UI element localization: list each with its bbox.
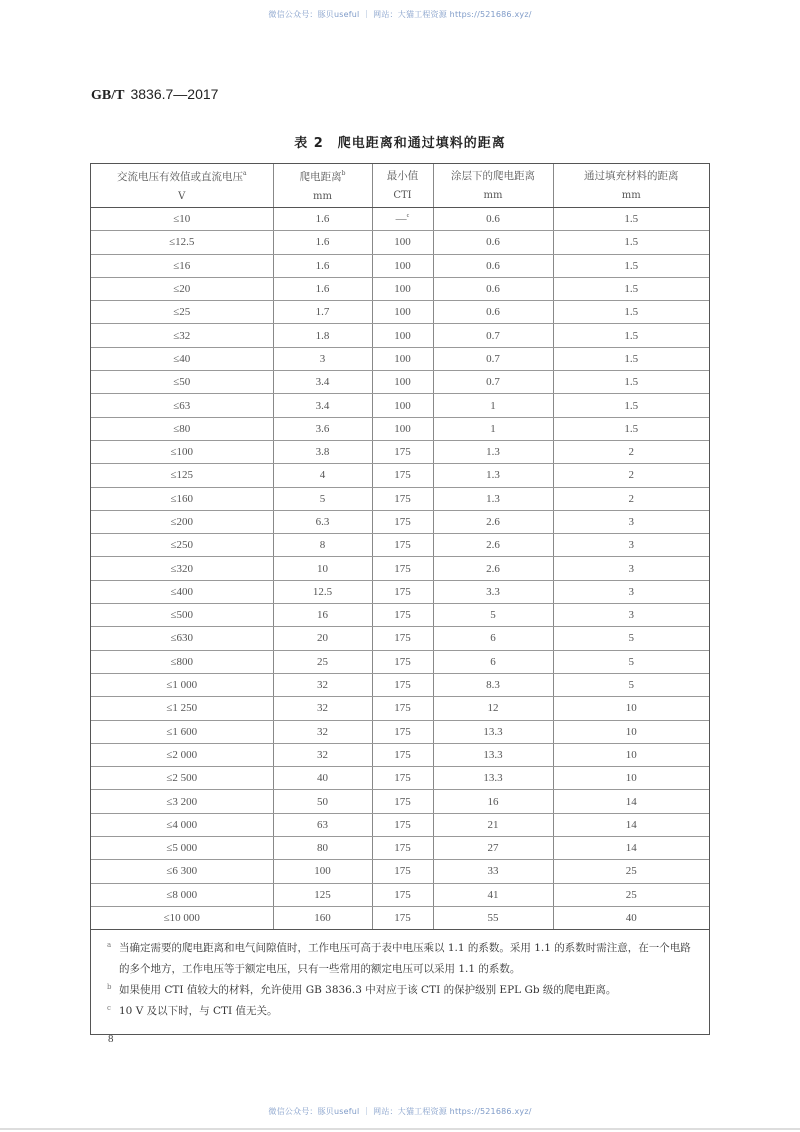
cell-coating: 6 <box>433 650 553 673</box>
cell-filling: 1.5 <box>553 417 709 440</box>
cell-coating: 5 <box>433 604 553 627</box>
table-row <box>91 673 709 696</box>
cell-voltage: ≤80 <box>91 417 273 440</box>
cell-voltage: ≤250 <box>91 534 273 557</box>
cell-cti: 175 <box>372 906 433 929</box>
cell-filling: 14 <box>553 790 709 813</box>
cell-cti: 100 <box>372 301 433 324</box>
cell-creepage: 20 <box>273 627 372 650</box>
page-number: 8 <box>108 1033 114 1045</box>
cell-filling: 3 <box>553 557 709 580</box>
cell-coating: 1 <box>433 394 553 417</box>
table-row <box>91 720 709 743</box>
column-header-coating: 涂层下的爬电距离 mm <box>433 164 553 208</box>
cell-filling: 1.5 <box>553 394 709 417</box>
table-row <box>91 277 709 300</box>
cell-coating: 0.6 <box>433 208 553 231</box>
cell-creepage: 12.5 <box>273 580 372 603</box>
cell-coating: 8.3 <box>433 673 553 696</box>
cell-voltage: ≤320 <box>91 557 273 580</box>
cell-filling: 10 <box>553 720 709 743</box>
cell-coating: 0.6 <box>433 231 553 254</box>
cell-filling: 1.5 <box>553 277 709 300</box>
cell-creepage: 32 <box>273 743 372 766</box>
cell-filling: 1.5 <box>553 371 709 394</box>
standard-number: 3836.7—2017 <box>130 86 219 102</box>
cell-coating: 0.7 <box>433 324 553 347</box>
cell-voltage: ≤2 500 <box>91 767 273 790</box>
column-header-cti: 最小值 CTI <box>372 164 433 208</box>
table-row <box>91 371 709 394</box>
cell-voltage: ≤16 <box>91 254 273 277</box>
cell-voltage: ≤32 <box>91 324 273 347</box>
cell-filling: 3 <box>553 534 709 557</box>
cell-coating: 1 <box>433 417 553 440</box>
cell-voltage: ≤1 250 <box>91 697 273 720</box>
table-row <box>91 394 709 417</box>
footnote-c: c 10 V 及以下时，与 CTI 值无关。 <box>107 1004 278 1018</box>
cell-coating: 1.3 <box>433 487 553 510</box>
cell-voltage: ≤160 <box>91 487 273 510</box>
cell-cti: 175 <box>372 813 433 836</box>
cell-voltage: ≤5 000 <box>91 837 273 860</box>
cell-cti: 175 <box>372 510 433 533</box>
bottom-divider <box>0 1128 800 1130</box>
table-row <box>91 697 709 720</box>
table-row <box>91 883 709 906</box>
cell-coating: 0.7 <box>433 371 553 394</box>
creepage-table <box>90 163 710 1035</box>
cell-coating: 16 <box>433 790 553 813</box>
cell-filling: 3 <box>553 580 709 603</box>
cell-cti: 175 <box>372 604 433 627</box>
table-row <box>91 906 709 929</box>
cell-coating: 0.6 <box>433 277 553 300</box>
column-header-filling: 通过填充材料的距离 mm <box>553 164 709 208</box>
cell-filling: 5 <box>553 673 709 696</box>
cell-cti: 175 <box>372 837 433 860</box>
table-row <box>91 813 709 836</box>
cell-filling: 1.5 <box>553 254 709 277</box>
cell-filling: 5 <box>553 650 709 673</box>
standard-prefix: GB/T <box>91 88 125 103</box>
cell-cti: 175 <box>372 860 433 883</box>
table-row <box>91 580 709 603</box>
cell-creepage: 1.6 <box>273 277 372 300</box>
cell-filling: 14 <box>553 813 709 836</box>
table-row <box>91 301 709 324</box>
cell-cti: 175 <box>372 487 433 510</box>
cell-voltage: ≤100 <box>91 440 273 463</box>
table-row <box>91 650 709 673</box>
cell-voltage: ≤500 <box>91 604 273 627</box>
cell-creepage: 4 <box>273 464 372 487</box>
table-row <box>91 743 709 766</box>
footnote-a: a 当确定需要的爬电距离和电气间隙值时，工作电压可高于表中电压乘以 1.1 的系数。采用 1.1 的系数时需注意，在一个电路的多个地方，工作电压等于额定电压，只有一些常用的额定电压可以采用 1.1 的系数。 <box>107 941 691 976</box>
table-row <box>91 440 709 463</box>
cell-creepage: 63 <box>273 813 372 836</box>
cell-cti: 100 <box>372 347 433 370</box>
cell-creepage: 6.3 <box>273 510 372 533</box>
cell-filling: 25 <box>553 860 709 883</box>
table-row <box>91 487 709 510</box>
column-header-voltage: 交流电压有效值或直流电压$^a$ V <box>91 164 273 208</box>
column-header-creepage: 爬电距离$^b$ mm <box>273 164 372 208</box>
table-title: 表 2 爬电距离和通过填料的距离 <box>294 136 506 151</box>
cell-creepage: 8 <box>273 534 372 557</box>
cell-cti: 100 <box>372 231 433 254</box>
cell-voltage: ≤400 <box>91 580 273 603</box>
cell-voltage: ≤20 <box>91 277 273 300</box>
table-row <box>91 208 709 231</box>
cell-coating: 27 <box>433 837 553 860</box>
cell-coating: 1.3 <box>433 464 553 487</box>
cell-coating: 13.3 <box>433 767 553 790</box>
cell-creepage: 32 <box>273 673 372 696</box>
cell-voltage: ≤63 <box>91 394 273 417</box>
cell-creepage: 1.8 <box>273 324 372 347</box>
cell-filling: 1.5 <box>553 301 709 324</box>
table-row <box>91 324 709 347</box>
cell-filling: 10 <box>553 743 709 766</box>
cell-voltage: ≤3 200 <box>91 790 273 813</box>
watermark-bottom: 微信公众号：豚贝useful ｜ 网站：大猫工程资源 https://521686.xyz/ <box>268 1107 532 1116</box>
cell-coating: 12 <box>433 697 553 720</box>
table-row <box>91 604 709 627</box>
cell-creepage: 3.4 <box>273 394 372 417</box>
cell-coating: 21 <box>433 813 553 836</box>
cell-creepage: 5 <box>273 487 372 510</box>
cell-voltage: ≤200 <box>91 510 273 533</box>
cell-filling: 2 <box>553 464 709 487</box>
cell-coating: 55 <box>433 906 553 929</box>
cell-creepage: 16 <box>273 604 372 627</box>
cell-creepage: 25 <box>273 650 372 673</box>
cell-creepage: 3.6 <box>273 417 372 440</box>
cell-voltage: ≤4 000 <box>91 813 273 836</box>
cell-creepage: 80 <box>273 837 372 860</box>
cell-filling: 10 <box>553 697 709 720</box>
cell-filling: 25 <box>553 883 709 906</box>
cell-coating: 41 <box>433 883 553 906</box>
cell-filling: 1.5 <box>553 208 709 231</box>
table-row <box>91 790 709 813</box>
cell-cti: 175 <box>372 464 433 487</box>
cell-filling: 40 <box>625 912 637 925</box>
table-row <box>91 417 709 440</box>
cell-cti: 175 <box>372 767 433 790</box>
cell-coating: 0.7 <box>433 347 553 370</box>
cell-coating: 33 <box>433 860 553 883</box>
table-footnotes <box>91 929 709 1034</box>
cell-coating: 0.6 <box>433 254 553 277</box>
cell-creepage: 100 <box>273 860 372 883</box>
cell-voltage: ≤12.5 <box>91 231 273 254</box>
cell-coating: 0.6 <box>433 301 553 324</box>
table-row <box>91 837 709 860</box>
cell-coating: 1.3 <box>433 440 553 463</box>
cell-creepage: 1.6 <box>273 254 372 277</box>
table-row <box>91 860 709 883</box>
cell-creepage: 1.6 <box>273 208 372 231</box>
cell-creepage: 3.8 <box>273 440 372 463</box>
cell-filling: 2 <box>553 440 709 463</box>
cell-filling: 3 <box>553 604 709 627</box>
table-header-row <box>91 164 709 208</box>
cell-cti: 175 <box>372 534 433 557</box>
cell-cti: 175 <box>372 440 433 463</box>
footnote-b: b 如果使用 CTI 值较大的材料，允许使用 GB 3836.3 中对应于该 CTI 的保护级别 EPL Gb 级的爬电距离。 <box>107 983 617 997</box>
cell-voltage: ≤40 <box>91 347 273 370</box>
cell-creepage: 32 <box>273 720 372 743</box>
cell-filling: 1.5 <box>553 347 709 370</box>
cell-voltage: ≤630 <box>91 627 273 650</box>
cell-coating: 13.3 <box>433 743 553 766</box>
cell-creepage: 160 <box>273 906 372 929</box>
cell-cti: 175 <box>372 557 433 580</box>
table-row <box>91 627 709 650</box>
cell-filling: 5 <box>553 627 709 650</box>
cell-voltage: ≤2 000 <box>91 743 273 766</box>
cell-cti: 175 <box>372 580 433 603</box>
cell-creepage: 125 <box>273 883 372 906</box>
cell-cti: 175 <box>372 743 433 766</box>
cell-cti: 100 <box>372 254 433 277</box>
cell-cti: 175 <box>372 720 433 743</box>
table-row <box>91 534 709 557</box>
table-row <box>91 557 709 580</box>
cell-coating: 3.3 <box>433 580 553 603</box>
cell-cti: 175 <box>372 673 433 696</box>
table-row <box>91 254 709 277</box>
cell-filling: 1.5 <box>553 231 709 254</box>
cell-cti: 100 <box>372 394 433 417</box>
cell-voltage: ≤1 000 <box>91 673 273 696</box>
cell-coating: 13.3 <box>433 720 553 743</box>
cell-creepage: 10 <box>273 557 372 580</box>
cell-cti: 175 <box>372 627 433 650</box>
cell-creepage: 3 <box>273 347 372 370</box>
cell-cti: 100 <box>372 324 433 347</box>
cell-voltage: ≤800 <box>91 650 273 673</box>
standard-code <box>91 86 218 104</box>
cell-creepage: 50 <box>273 790 372 813</box>
cell-voltage: ≤8 000 <box>91 883 273 906</box>
cell-filling: 14 <box>553 837 709 860</box>
cell-cti: 175 <box>372 650 433 673</box>
cell-voltage: ≤25 <box>91 301 273 324</box>
table-row <box>91 347 709 370</box>
cell-creepage: 32 <box>273 697 372 720</box>
cell-cti: 100 <box>372 277 433 300</box>
cell-creepage: 1.7 <box>273 301 372 324</box>
cell-filling: 1.5 <box>553 324 709 347</box>
cell-voltage: ≤6 300 <box>91 860 273 883</box>
cell-creepage: 3.4 <box>273 371 372 394</box>
cell-filling: 3 <box>553 510 709 533</box>
cell-creepage: 1.6 <box>273 231 372 254</box>
watermark-top: 微信公众号：豚贝useful ｜ 网站：大猫工程资源 https://521686.xyz/ <box>268 10 532 19</box>
cell-voltage: ≤10 000 <box>91 906 273 929</box>
cell-coating: 2.6 <box>433 534 553 557</box>
table-row <box>91 767 709 790</box>
cell-cti: 175 <box>372 883 433 906</box>
cell-voltage: ≤125 <box>91 464 273 487</box>
cell-voltage: ≤50 <box>91 371 273 394</box>
table-row <box>91 231 709 254</box>
cell-filling: 10 <box>553 767 709 790</box>
cell-cti: 100 <box>372 417 433 440</box>
cell-voltage: ≤1 600 <box>91 720 273 743</box>
cell-voltage: ≤10 <box>91 208 273 231</box>
cell-cti: —$^c$ <box>372 208 433 231</box>
cell-cti: 175 <box>372 697 433 720</box>
cell-cti: 175 <box>372 790 433 813</box>
cell-coating: 2.6 <box>433 557 553 580</box>
cell-filling: 2 <box>553 487 709 510</box>
cell-coating: 2.6 <box>433 510 553 533</box>
cell-coating: 6 <box>433 627 553 650</box>
cell-creepage: 40 <box>273 767 372 790</box>
cell-cti: 100 <box>372 371 433 394</box>
table-row <box>91 464 709 487</box>
table-row <box>91 510 709 533</box>
